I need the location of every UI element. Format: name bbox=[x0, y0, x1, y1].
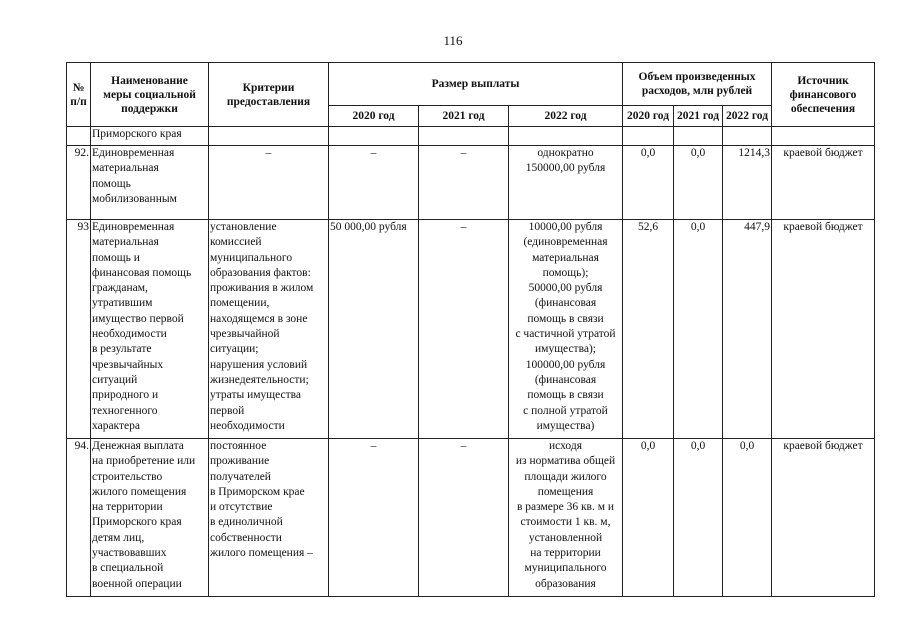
row-vol-2022: 0,0 bbox=[723, 439, 772, 597]
row-vol-2021: 0,0 bbox=[674, 220, 723, 439]
header-volume: Объем произведенных расходов, млн рублей bbox=[623, 63, 772, 106]
header-vol-2021: 2021 год bbox=[674, 106, 723, 127]
row-pay-2022: однократно 150000,00 рубля bbox=[509, 146, 623, 220]
row-pay-2021: – bbox=[419, 146, 509, 220]
table-row bbox=[67, 220, 875, 439]
social-support-table bbox=[66, 62, 875, 597]
row-pay-2021: – bbox=[419, 220, 509, 439]
header-name: Наименование меры социальной поддержки bbox=[91, 63, 209, 127]
row-vol-2022: 447,9 bbox=[723, 220, 772, 439]
row-vol-2020: 52,6 bbox=[623, 220, 674, 439]
row-vol-2020: 0,0 bbox=[623, 439, 674, 597]
row-name: Единовременная материальная помощь и финансовая помощь гражданам, утратившим имущество первой необходимости в результате чрезвычайных ситуаций природного и техногенного характера bbox=[91, 220, 209, 439]
row-pay-2022: 10000,00 рубля (единовременная материальная помощь); 50000,00 рубля (финансовая помощь в связи с частичной утратой имущества); 100000,00 рубля (финансовая помощь в связи с полной утратой имущества) bbox=[509, 220, 623, 439]
row-vol-2021: 0,0 bbox=[674, 146, 723, 220]
continuation-text: Приморского края bbox=[91, 127, 209, 146]
continuation-row bbox=[67, 127, 875, 146]
header-pay-2022: 2022 год bbox=[509, 106, 623, 127]
header-source: Источник финансового обеспечения bbox=[772, 63, 875, 127]
row-vol-2022: 1214,3 bbox=[723, 146, 772, 220]
row-pay-2020: – bbox=[329, 439, 419, 597]
row-name: Единовременная материальная помощь мобилизованным bbox=[91, 146, 209, 220]
row-criteria: – bbox=[209, 146, 329, 220]
row-num: 92. bbox=[67, 146, 91, 220]
row-criteria: установление комиссией муниципального образования фактов: проживания в жилом помещении, находящемся в зоне чрезвычайной ситуации; нарушения условий жизнедеятельности; утраты имущества первой необходимости bbox=[209, 220, 329, 439]
table-row bbox=[67, 146, 875, 220]
header-payment: Размер выплаты bbox=[329, 63, 623, 106]
row-pay-2020: 50 000,00 рубля bbox=[329, 220, 419, 439]
row-source: краевой бюджет bbox=[772, 439, 875, 597]
header-num: № п/п bbox=[67, 63, 91, 127]
row-num: 94. bbox=[67, 439, 91, 597]
row-pay-2021: – bbox=[419, 439, 509, 597]
table-row bbox=[67, 439, 875, 597]
row-source: краевой бюджет bbox=[772, 146, 875, 220]
header-pay-2020: 2020 год bbox=[329, 106, 419, 127]
row-vol-2021: 0,0 bbox=[674, 439, 723, 597]
row-vol-2020: 0,0 bbox=[623, 146, 674, 220]
header-criteria: Критерии предоставления bbox=[209, 63, 329, 127]
page-number: 116 bbox=[443, 33, 463, 48]
row-pay-2020: – bbox=[329, 146, 419, 220]
row-name: Денежная выплата на приобретение или строительство жилого помещения на территории Приморского края детям лиц, участвовавших в специальной военной операции bbox=[91, 439, 209, 597]
row-source: краевой бюджет bbox=[772, 220, 875, 439]
header-vol-2020: 2020 год bbox=[623, 106, 674, 127]
row-criteria: постоянное проживание получателей в Приморском крае и отсутствие в единоличной собственности жилого помещения – bbox=[209, 439, 329, 597]
header-pay-2021: 2021 год bbox=[419, 106, 509, 127]
row-pay-2022: исходя из норматива общей площади жилого помещения в размере 36 кв. м и стоимости 1 кв. м, установленной на территории муниципального образования bbox=[509, 439, 623, 597]
header-vol-2022: 2022 год bbox=[723, 106, 772, 127]
row-num: 93 bbox=[67, 220, 91, 439]
